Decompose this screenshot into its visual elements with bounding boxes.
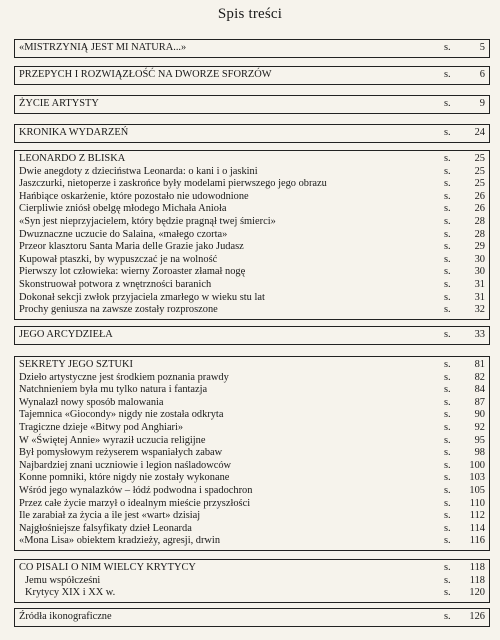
toc-section-heading bbox=[15, 562, 489, 575]
page-number: 118 bbox=[469, 574, 485, 586]
toc-entry bbox=[15, 409, 489, 422]
toc-entry bbox=[15, 575, 489, 588]
toc-entry bbox=[15, 292, 489, 305]
toc-entry-title: «Mona Lisa» obiektem kradzieży, agresji, drwin bbox=[19, 535, 221, 547]
toc-entry-title: Skonstruował potwora z wnętrzności baranich bbox=[19, 278, 212, 290]
page-prefix: s. bbox=[444, 228, 451, 240]
page-prefix: s. bbox=[444, 127, 451, 138]
page-prefix: s. bbox=[444, 178, 451, 190]
page-number: 95 bbox=[474, 434, 485, 446]
toc-section-heading bbox=[15, 127, 489, 140]
toc-section bbox=[14, 66, 490, 85]
page-prefix: s. bbox=[444, 215, 451, 227]
toc-entry bbox=[15, 498, 489, 511]
page-number: 26 bbox=[474, 203, 485, 215]
page-prefix: s. bbox=[444, 484, 451, 496]
toc-entry-title: W «Świętej Annie» wyraził uczucia religijne bbox=[19, 434, 206, 446]
page-number: 112 bbox=[469, 510, 485, 522]
page-prefix: s. bbox=[444, 153, 451, 164]
page-prefix: s. bbox=[444, 447, 451, 459]
toc-entry bbox=[15, 422, 489, 435]
page-number: 5 bbox=[479, 42, 485, 53]
toc-entry-title: Był pomysłowym reżyserem wspaniałych zabaw bbox=[19, 447, 223, 459]
page-number: 25 bbox=[474, 178, 485, 190]
toc-section bbox=[14, 95, 490, 114]
toc-section bbox=[14, 39, 490, 58]
page-number: 33 bbox=[474, 329, 485, 340]
page-number: 28 bbox=[474, 228, 485, 240]
toc-entry bbox=[15, 372, 489, 385]
page-number: 118 bbox=[469, 562, 485, 573]
toc-entry-title: Dwie anegdoty z dzieciństwa Leonarda: o kani i o jaskini bbox=[19, 165, 258, 177]
toc-entry bbox=[15, 166, 489, 179]
page-number: 110 bbox=[469, 497, 485, 509]
page-number: 82 bbox=[474, 371, 485, 383]
toc-section-heading bbox=[15, 611, 489, 624]
toc-entry-title: Dokonał sekcji zwłok przyjaciela zmarłego w wieku stu lat bbox=[19, 291, 265, 303]
toc-entry bbox=[15, 472, 489, 485]
toc-entry-title: Dwuznaczne uczucie do Salaina, «małego czorta» bbox=[19, 228, 228, 240]
page-prefix: s. bbox=[444, 291, 451, 303]
toc-entry-title: PRZEPYCH I ROZWIĄZŁOŚĆ NA DWORZE SFORZÓW bbox=[19, 69, 272, 80]
page-prefix: s. bbox=[444, 409, 451, 421]
toc-entry-title: Tajemnica «Giocondy» nigdy nie została odkryta bbox=[19, 409, 224, 421]
toc-entry-title: Krytycy XIX i XX w. bbox=[25, 587, 116, 599]
toc-entry-title: Prochy geniusza na zawsze zostały rozproszone bbox=[19, 304, 218, 316]
toc-section bbox=[14, 326, 490, 345]
toc-entry-title: Ile zarabiał za życia a ile jest «wart» dzisiaj bbox=[19, 510, 201, 522]
toc-section-heading bbox=[15, 329, 489, 342]
page-prefix: s. bbox=[444, 203, 451, 215]
page-number: 30 bbox=[474, 266, 485, 278]
toc-entry bbox=[15, 178, 489, 191]
page-prefix: s. bbox=[444, 253, 451, 265]
page-prefix: s. bbox=[444, 69, 451, 80]
page-number: 98 bbox=[474, 447, 485, 459]
page-number: 84 bbox=[474, 384, 485, 396]
page-number: 31 bbox=[474, 278, 485, 290]
page-number: 105 bbox=[469, 484, 485, 496]
page-number: 30 bbox=[474, 253, 485, 265]
page-prefix: s. bbox=[444, 497, 451, 509]
toc-entry-title: Natchnieniem była mu tylko natura i fantazja bbox=[19, 384, 208, 396]
page-prefix: s. bbox=[444, 329, 451, 340]
page-number: 90 bbox=[474, 409, 485, 421]
toc-entry-title: Wynalazł nowy sposób malowania bbox=[19, 396, 164, 408]
page-prefix: s. bbox=[444, 396, 451, 408]
toc-entry bbox=[15, 241, 489, 254]
toc-entry bbox=[15, 216, 489, 229]
toc-entry-title: CO PISALI O NIM WIELCY KRYTYCY bbox=[19, 562, 196, 573]
toc-entry bbox=[15, 254, 489, 267]
page-prefix: s. bbox=[444, 421, 451, 433]
toc-entry bbox=[15, 304, 489, 317]
toc-entry-title: Tragiczne dzieje «Bitwy pod Anghiari» bbox=[19, 421, 184, 433]
toc-entry-title: Konne pomniki, które nigdy nie zostały wykonane bbox=[19, 472, 230, 484]
toc-entry-title: Najbardziej znani uczniowie i legion naśladowców bbox=[19, 459, 232, 471]
toc-section bbox=[14, 150, 490, 320]
page-number: 103 bbox=[469, 472, 485, 484]
toc-entry bbox=[15, 485, 489, 498]
toc-entry bbox=[15, 587, 489, 600]
page-prefix: s. bbox=[444, 98, 451, 109]
toc-entry-title: Przeor klasztoru Santa Maria delle Grazie jako Judasz bbox=[19, 241, 244, 253]
page-number: 26 bbox=[474, 190, 485, 202]
toc-entry-title: Najgłośniejsze falsyfikaty dzieł Leonarda bbox=[19, 522, 192, 534]
toc-entry bbox=[15, 535, 489, 548]
toc-entry-title: Pierwszy lot człowieka: wierny Zoroaster złamał nogę bbox=[19, 266, 246, 278]
toc-entry bbox=[15, 523, 489, 536]
page-prefix: s. bbox=[444, 190, 451, 202]
page-prefix: s. bbox=[444, 434, 451, 446]
toc-entry bbox=[15, 447, 489, 460]
page-prefix: s. bbox=[444, 472, 451, 484]
page-number: 28 bbox=[474, 215, 485, 227]
page-prefix: s. bbox=[444, 535, 451, 547]
page-number: 6 bbox=[479, 69, 485, 80]
toc-section bbox=[14, 559, 490, 603]
toc-entry-title: «MISTRZYNIĄ JEST MI NATURA...» bbox=[19, 42, 187, 53]
toc-entry bbox=[15, 460, 489, 473]
page-prefix: s. bbox=[444, 278, 451, 290]
toc-section-heading bbox=[15, 359, 489, 372]
page-prefix: s. bbox=[444, 574, 451, 586]
page-number: 9 bbox=[479, 98, 485, 109]
page-number: 31 bbox=[474, 291, 485, 303]
toc-entry bbox=[15, 229, 489, 242]
page-number: 25 bbox=[474, 165, 485, 177]
toc-entry bbox=[15, 203, 489, 216]
page-number: 92 bbox=[474, 421, 485, 433]
toc-section bbox=[14, 124, 490, 143]
page-prefix: s. bbox=[444, 241, 451, 253]
toc-entry-title: Kupował ptaszki, by wypuszczać je na wolność bbox=[19, 253, 218, 265]
toc-entry-title: Hańbiące oskarżenie, które pozostało nie udowodnione bbox=[19, 190, 249, 202]
page-number: 120 bbox=[469, 587, 485, 599]
page-number: 114 bbox=[469, 522, 485, 534]
toc-entry-title: Dzieło artystyczne jest środkiem poznania prawdy bbox=[19, 371, 229, 383]
toc-entry bbox=[15, 397, 489, 410]
toc-entry bbox=[15, 435, 489, 448]
toc-section-heading bbox=[15, 153, 489, 166]
page-prefix: s. bbox=[444, 522, 451, 534]
page-prefix: s. bbox=[444, 266, 451, 278]
toc-entry-title: «Syn jest nieprzyjacielem, który będzie pragnął twej śmierci» bbox=[19, 215, 276, 227]
page-number: 32 bbox=[474, 304, 485, 316]
page-prefix: s. bbox=[444, 562, 451, 573]
toc-entry bbox=[15, 279, 489, 292]
page-number: 126 bbox=[469, 611, 485, 622]
page-number: 116 bbox=[469, 535, 485, 547]
toc-section-heading bbox=[15, 42, 489, 55]
toc-section-heading bbox=[15, 69, 489, 82]
page-number: 87 bbox=[474, 396, 485, 408]
page-number: 29 bbox=[474, 241, 485, 253]
toc-section bbox=[14, 356, 490, 551]
page-number: 100 bbox=[469, 459, 485, 471]
toc-entry-title: Cierpliwie zniósł obelgę młodego Michała Anioła bbox=[19, 203, 227, 215]
toc-entry-title: Wśród jego wynalazków – łódź podwodna i spadochron bbox=[19, 484, 253, 496]
page-prefix: s. bbox=[444, 371, 451, 383]
toc-section-heading bbox=[15, 98, 489, 111]
toc-entry-title: Jaszczurki, nietoperze i zaskrońce były modelami pierwszego jego obrazu bbox=[19, 178, 327, 190]
toc-entry bbox=[15, 384, 489, 397]
page-number: 81 bbox=[474, 359, 485, 370]
page-title: Spis treści bbox=[217, 6, 283, 22]
page-prefix: s. bbox=[444, 510, 451, 522]
toc-entry-title: Jemu współcześni bbox=[25, 574, 101, 586]
toc-entry-title: SEKRETY JEGO SZTUKI bbox=[19, 359, 133, 370]
page-prefix: s. bbox=[444, 384, 451, 396]
toc-entry bbox=[15, 191, 489, 204]
toc-entry-title: JEGO ARCYDZIEŁA bbox=[19, 329, 113, 340]
toc-entry bbox=[15, 510, 489, 523]
page-prefix: s. bbox=[444, 42, 451, 53]
page-prefix: s. bbox=[444, 587, 451, 599]
page-prefix: s. bbox=[444, 165, 451, 177]
page-prefix: s. bbox=[444, 304, 451, 316]
page-prefix: s. bbox=[444, 611, 451, 622]
toc-entry-title: Źródła ikonograficzne bbox=[19, 611, 112, 622]
toc-section bbox=[14, 608, 490, 627]
toc-entry-title: Przez całe życie marzył o idealnym mieście przyszłości bbox=[19, 497, 251, 509]
page-number: 24 bbox=[474, 127, 485, 138]
page-prefix: s. bbox=[444, 459, 451, 471]
page-prefix: s. bbox=[444, 359, 451, 370]
toc-entry bbox=[15, 266, 489, 279]
toc-entry-title: ŻYCIE ARTYSTY bbox=[19, 98, 99, 109]
toc-entry-title: LEONARDO Z BLISKA bbox=[19, 153, 126, 164]
page-number: 25 bbox=[474, 153, 485, 164]
toc-entry-title: KRONIKA WYDARZEŃ bbox=[19, 127, 129, 138]
